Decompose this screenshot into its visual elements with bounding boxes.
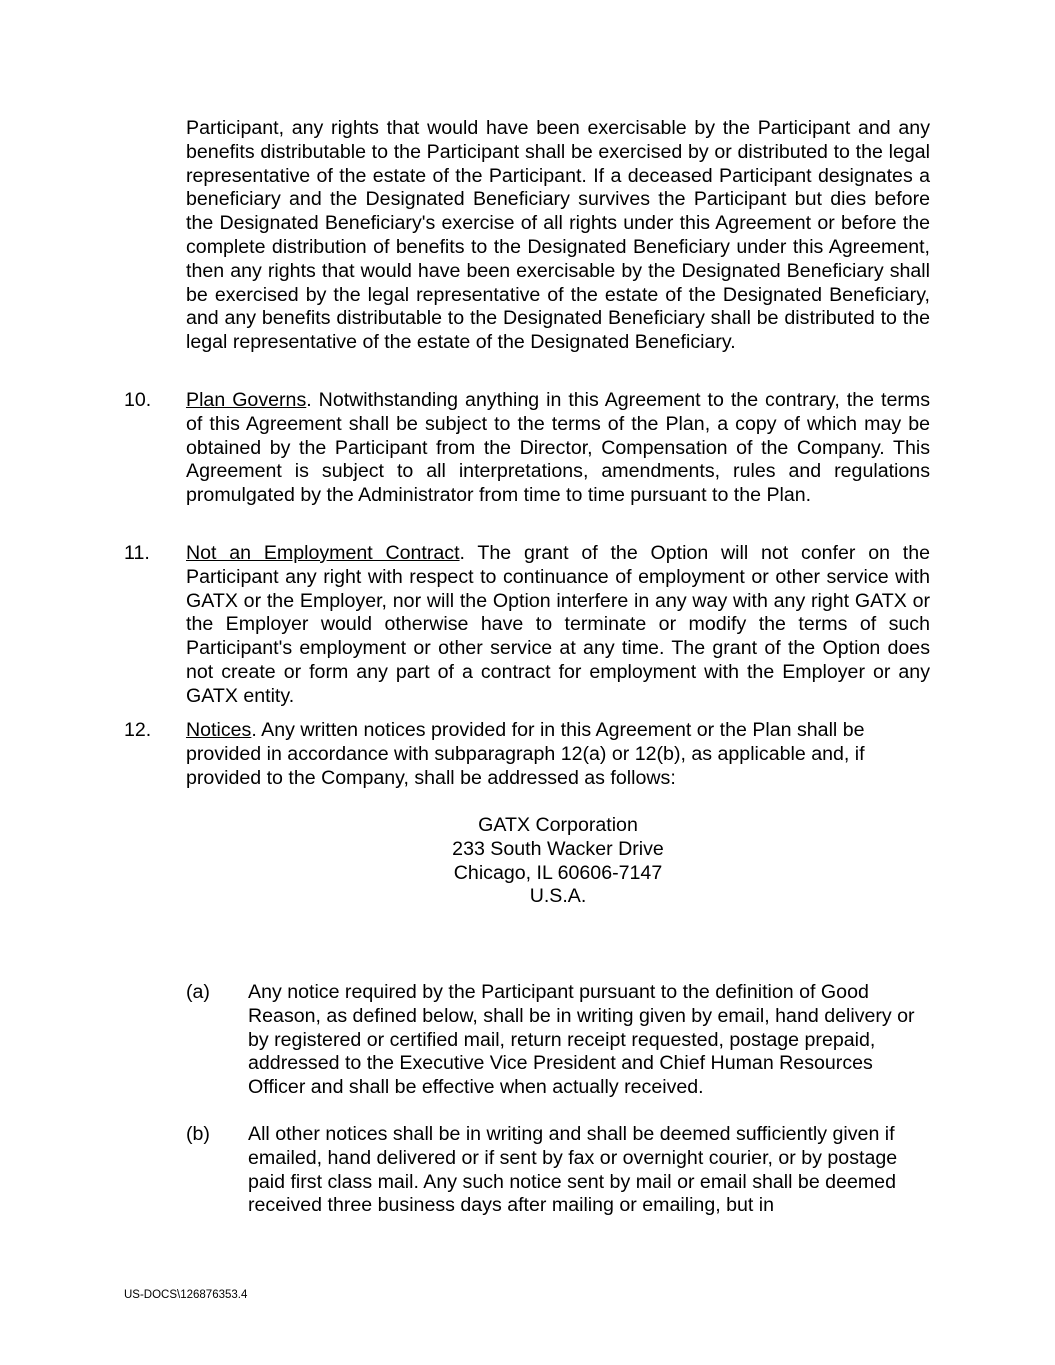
section-text: . Any written notices provided for in this Agreement or the Plan shall be provided in accordance with subparagraph 12(a) or 12(b), as applicable and, if provided to the Company, shall be addressed as follows: — [186, 719, 865, 789]
subsection-label: (a) — [186, 981, 210, 1003]
section-heading: Plan Governs — [186, 389, 307, 411]
address-line: U.S.A. — [529, 885, 587, 908]
section-number: 11. — [124, 542, 150, 564]
address-line: GATX Corporation — [478, 814, 638, 836]
section-text: . Notwithstanding anything in this Agreement to the contrary, the terms of this Agreement shall be subject to the terms of the Plan, a copy of which may be obtained by the Participant from the Director, Compensation of the Company. This Agreement is subject to all interpretations, amendments, rules and regulations promulgated by the Administrator from time to time pursuant to the Plan. — [186, 389, 930, 507]
subsection-b — [186, 1123, 930, 1218]
continuation-paragraph: Participant, any rights that would have been exercisable by the Participant and any benefits distributable to the Participant shall be exercised by or distributed to the legal representative of the estate of the Participant. If a deceased Participant designates a beneficiary and the Designated Beneficiary survives the Participant but dies before the Designated Beneficiary's exercise of all rights under this Agreement or before the complete distribution of benefits to the Designated Beneficiary under this Agreement, then any rights that would have been exercisable by the Designated Beneficiary shall be exercised by the legal representative of the estate of the Designated Beneficiary, and any benefits distributable to the Designated Beneficiary shall be distributed to the legal representative of the estate of the Designated Beneficiary. — [186, 117, 930, 354]
subsection-text: All other notices shall be in writing and shall be deemed sufficiently given if emailed, hand delivered or if sent by fax or overnight courier, or by postage paid first class mail. Any such notice sent by mail or email shall be deemed received three business days after mailing or emailing, but in — [248, 1123, 898, 1217]
section-text: . The grant of the Option will not confer on the Participant any right with respect to continuance of employment or other service with GATX or the Employer, nor will the Option interfere in any way with any right GATX or the Employer would otherwise have to terminate or modify the terms of such Participant's employment or other service at any time. The grant of the Option does not create or form any part of a contract for employment with the Employer or any GATX entity. — [186, 542, 930, 707]
section-body — [186, 719, 912, 790]
section-body — [186, 389, 930, 508]
section-12 — [124, 719, 930, 790]
section-number: 10. — [124, 389, 152, 411]
address-line: Chicago, IL 60606-7147 — [453, 861, 663, 884]
subsection-text: Any notice required by the Participant pursuant to the definition of Good Reason, as defined below, shall be in writing given by email, hand delivery or by registered or certified mail, return receipt requested, postage prepaid, addressed to the Executive Vice President and Chief Human Resources Officer and shall be effective when actually received. — [248, 981, 915, 1099]
section-body — [186, 542, 930, 709]
section-number: 12. — [124, 719, 152, 741]
subsection-a — [186, 981, 930, 1100]
address-line: 233 South Wacker Drive — [452, 837, 664, 860]
section-heading: Not an Employment Contract — [186, 542, 460, 564]
section-heading: Notices — [186, 719, 252, 741]
subsection-label: (b) — [186, 1123, 210, 1145]
section-11 — [124, 542, 930, 709]
company-address — [386, 814, 730, 909]
section-10 — [124, 389, 930, 508]
document-footer-id: US-DOCS\126876353.4 — [124, 1289, 248, 1301]
